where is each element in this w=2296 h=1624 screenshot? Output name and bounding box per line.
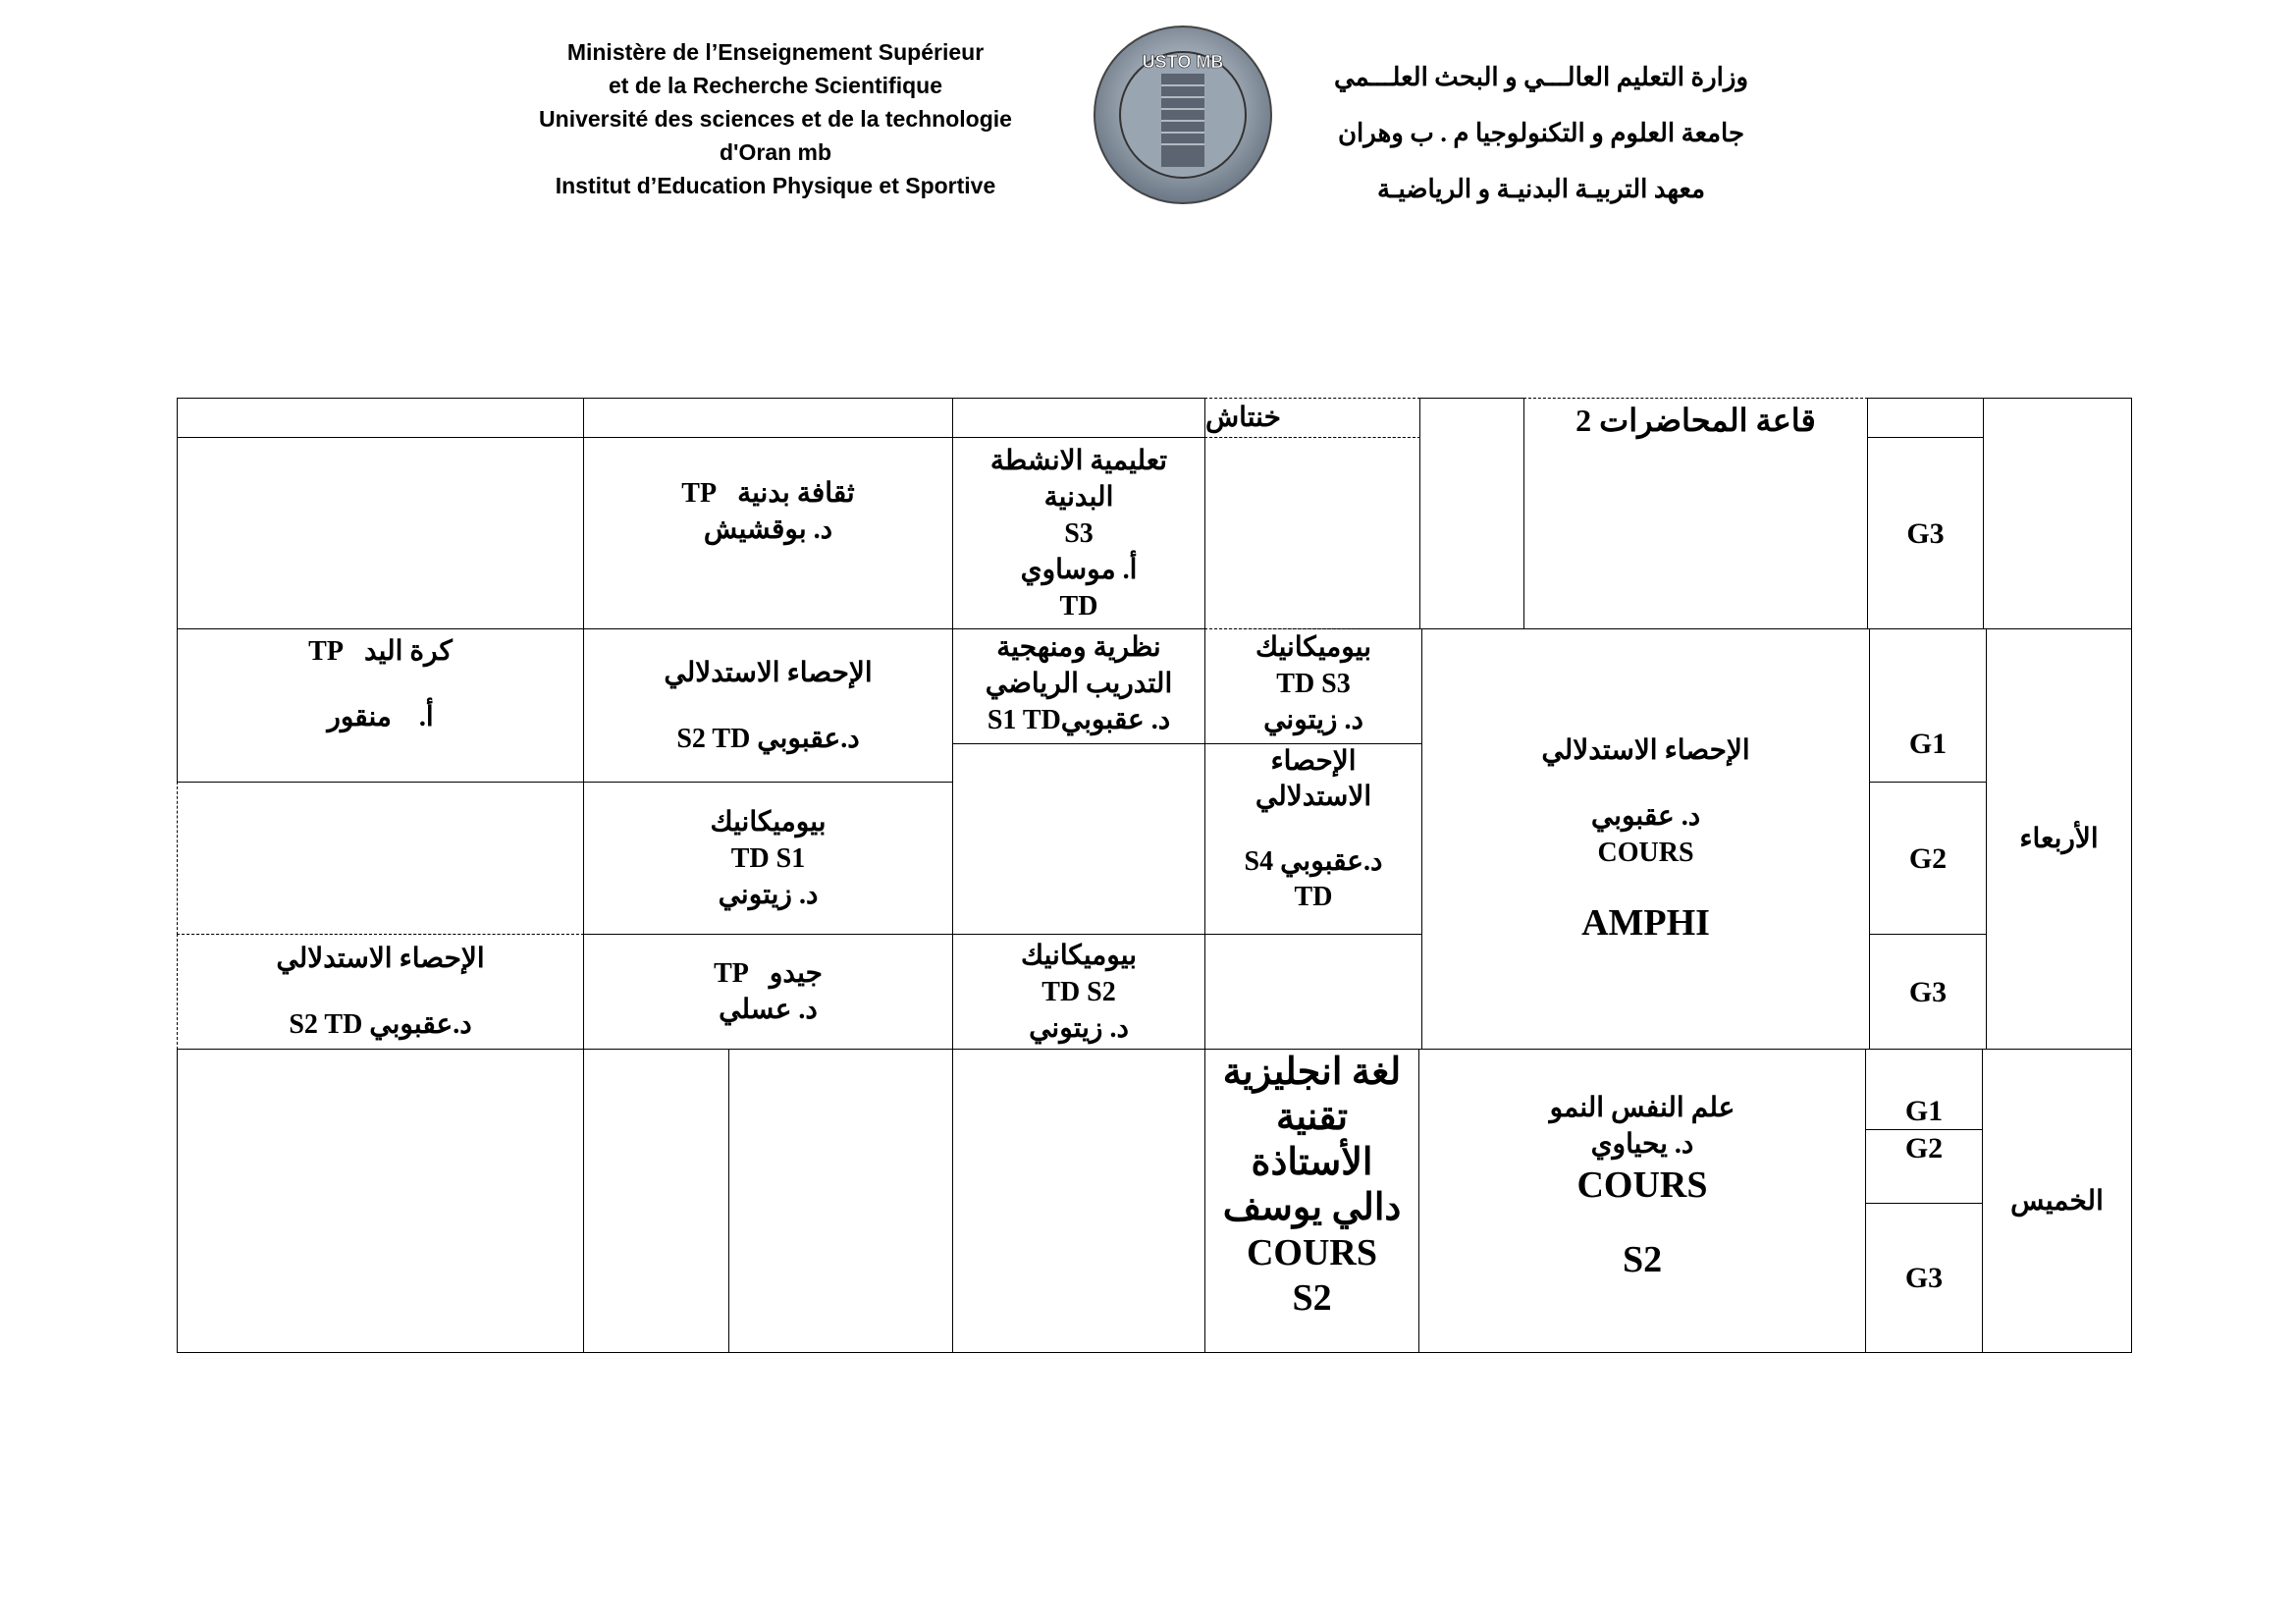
table-cell bbox=[177, 398, 584, 438]
cell-text-line: نظرية ومنهجية bbox=[996, 632, 1161, 663]
session-cell bbox=[1204, 743, 1422, 935]
cell-text-line: TD bbox=[1059, 590, 1098, 622]
session-cell bbox=[952, 437, 1205, 629]
cell-text-line: الإحصاء الاستدلالي bbox=[664, 657, 873, 688]
group-cell bbox=[1869, 934, 1987, 1050]
header-line: جامعة العلوم و التكنولوجيا م . ب وهران bbox=[1337, 119, 1745, 147]
cell-text-line: الخميس bbox=[2010, 1185, 2104, 1217]
session-cell bbox=[1204, 628, 1422, 744]
header-line: Institut d’Education Physique et Sportive bbox=[555, 173, 996, 198]
cell-text-line: TD S2 bbox=[1041, 976, 1116, 1007]
header-line: d'Oran mb bbox=[719, 139, 832, 165]
cell-text-line: الإحصاء الاستدلالي bbox=[1541, 735, 1750, 766]
session-cell bbox=[177, 934, 584, 1050]
cell-text-line: COURS bbox=[1246, 1232, 1378, 1273]
cell-text-line: د. زيتوني bbox=[1263, 705, 1363, 735]
lecture-cell bbox=[1418, 1049, 1866, 1353]
cell-text-line: د.عقبوبي S2 TD bbox=[676, 723, 860, 754]
group-cell bbox=[1865, 1203, 1983, 1353]
cell-text-line: د. عسلي bbox=[719, 995, 818, 1025]
day-cell bbox=[1983, 398, 2132, 629]
lecture-cell bbox=[1421, 628, 1870, 1050]
cell-text-line: TD S3 bbox=[1276, 669, 1351, 699]
cell-text-line: تقنية bbox=[1275, 1097, 1349, 1138]
session-cell bbox=[583, 934, 953, 1050]
table-cell bbox=[177, 437, 584, 629]
cell-text-line: S3 bbox=[1064, 517, 1094, 549]
cell-text-line: د. زيتوني bbox=[1029, 1012, 1129, 1044]
cell-text-line: الأربعاء bbox=[2019, 824, 2099, 854]
cell-text-line: الإحصاء الاستدلالي bbox=[276, 944, 485, 974]
cell-text-line: G3 bbox=[1908, 975, 1948, 1008]
table-cell bbox=[177, 782, 584, 935]
group-cell bbox=[1865, 1129, 1983, 1204]
header-line: وزارة التعليم العالـــي و البحث العلـــمي bbox=[1333, 63, 1749, 91]
cell-text-line: الاستدلالي bbox=[1255, 782, 1372, 812]
cell-text-line: كرة اليد TP bbox=[308, 636, 453, 667]
cell-text-line: بيوميكانيك bbox=[710, 806, 827, 838]
session-cell bbox=[583, 437, 953, 629]
cell-text-line: G3 bbox=[1906, 516, 1945, 550]
cell-text-line: جيدو TP bbox=[714, 958, 823, 989]
cell-text-line: التدريب الرياضي bbox=[985, 669, 1173, 699]
header-line: Ministère de l’Enseignement Supérieur bbox=[566, 39, 985, 65]
table-cell bbox=[952, 398, 1205, 438]
cell-text-line: COURS bbox=[1597, 838, 1694, 868]
day-cell bbox=[1982, 1049, 2132, 1353]
university-logo bbox=[1093, 25, 1273, 205]
cell-text-line: أ. موساوي bbox=[1020, 554, 1138, 585]
cell-text-line: الإحصاء bbox=[1270, 746, 1357, 777]
session-cell bbox=[177, 628, 584, 783]
svg-text:USTO MB: USTO MB bbox=[1142, 52, 1224, 72]
cell-text-line: تعليمية الانشطة bbox=[989, 445, 1168, 476]
cell-text-line: TD S1 bbox=[730, 842, 806, 874]
cell-text-line: AMPHI bbox=[1581, 902, 1710, 944]
cell-text-line: د.عقبوبي S2 TD bbox=[289, 1009, 472, 1040]
cell-text-line: بيوميكانيك bbox=[1255, 632, 1371, 663]
cell-text-line: خنتاش bbox=[1205, 403, 1281, 433]
group-cell bbox=[1865, 1049, 1983, 1130]
cell-text-line: البدنية bbox=[1043, 481, 1114, 513]
room-cell bbox=[1523, 398, 1868, 629]
group-cell bbox=[1869, 782, 1987, 935]
cell-text-line: S2 bbox=[1292, 1277, 1332, 1319]
cell-text-line: G1 bbox=[1904, 1095, 1944, 1127]
session-cell bbox=[952, 934, 1205, 1050]
table-cell bbox=[1204, 934, 1422, 1050]
table-cell bbox=[1204, 437, 1420, 629]
cell-text-line: د.عقبوبي S4 bbox=[1244, 846, 1383, 877]
cell-text-line: لغة انجليزية bbox=[1222, 1052, 1402, 1093]
cell-text-line: قاعة المحاضرات 2 bbox=[1575, 403, 1816, 438]
cell-text-line: G2 bbox=[1908, 841, 1948, 875]
table-cell bbox=[177, 1049, 584, 1353]
cell-text-line: ثقافة بدنية TP bbox=[681, 478, 855, 509]
day-cell bbox=[1986, 628, 2132, 1050]
header-line: معهد التربيـة البدنيـة و الرياضيـة bbox=[1376, 175, 1706, 203]
arabic-header bbox=[1276, 49, 1806, 217]
group-cell bbox=[1869, 628, 1987, 783]
table-cell bbox=[952, 743, 1205, 935]
group-cell bbox=[1867, 437, 1984, 629]
cell-text-line: S2 bbox=[1622, 1239, 1663, 1280]
cell-text-line: دالي يوسف bbox=[1222, 1187, 1402, 1228]
session-cell bbox=[952, 628, 1205, 744]
cell-text-line: د. يحياوي bbox=[1590, 1129, 1694, 1160]
cell-text-line: د. بوقشيش bbox=[703, 514, 833, 545]
french-header bbox=[481, 35, 1070, 202]
table-cell bbox=[1867, 398, 1984, 438]
table-cell bbox=[728, 1049, 953, 1353]
cell-text-line: الأستاذة bbox=[1251, 1142, 1373, 1183]
session-cell bbox=[1204, 1049, 1419, 1353]
cell-text-line: د. عقبوبيS1 TD bbox=[987, 705, 1171, 735]
header-line: Université des sciences et de la technologie bbox=[539, 106, 1012, 132]
table-cell bbox=[583, 1049, 729, 1353]
cell-text-line: G3 bbox=[1904, 1262, 1944, 1294]
teacher-cell bbox=[1204, 398, 1420, 438]
table-cell bbox=[952, 1049, 1205, 1353]
cell-text-line: أ. منقور bbox=[327, 702, 434, 732]
cell-text-line: د. زيتوني bbox=[718, 879, 819, 910]
session-cell bbox=[583, 628, 953, 783]
table-cell bbox=[1419, 398, 1524, 629]
cell-text-line: بيوميكانيك bbox=[1021, 940, 1137, 971]
cell-text-line: د. عقبوبي bbox=[1590, 801, 1701, 832]
cell-text-line: TD bbox=[1294, 882, 1333, 912]
cell-text-line: G1 bbox=[1908, 728, 1948, 760]
table-cell bbox=[583, 398, 953, 438]
header-line: et de la Recherche Scientifique bbox=[608, 73, 942, 98]
session-cell bbox=[583, 782, 953, 935]
cell-text-line: G2 bbox=[1904, 1132, 1944, 1164]
cell-text-line: علم النفس النمو bbox=[1549, 1093, 1735, 1123]
cell-text-line: COURS bbox=[1576, 1164, 1708, 1206]
